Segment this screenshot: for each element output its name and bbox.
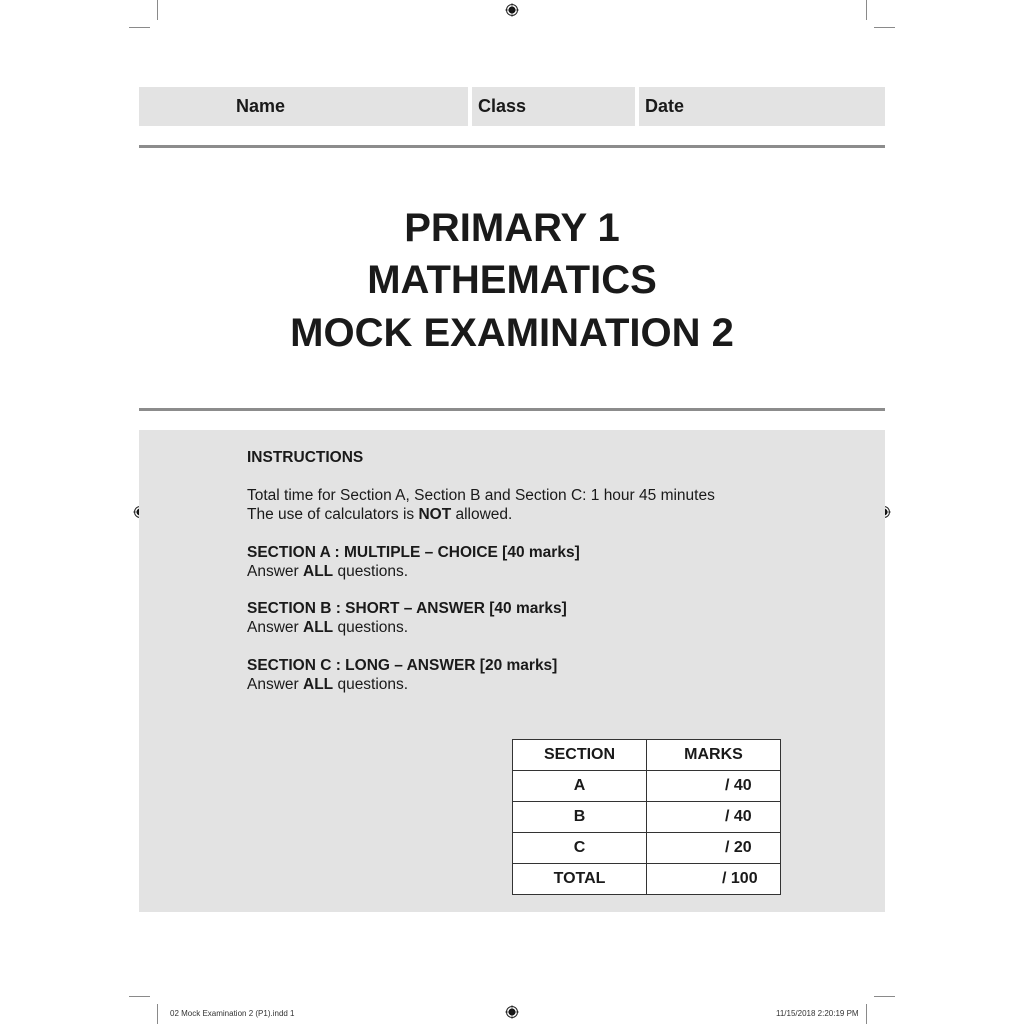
registration-mark-icon xyxy=(505,3,519,17)
divider xyxy=(139,145,885,148)
section-cell: TOTAL xyxy=(513,864,647,895)
marks-cell[interactable]: / 100 xyxy=(647,864,781,895)
table-row xyxy=(513,802,781,833)
answer-emphasis: ALL xyxy=(303,619,334,636)
section-cell: B xyxy=(513,802,647,833)
crop-mark xyxy=(874,27,895,28)
section-c-heading: SECTION C : LONG – ANSWER [20 marks] xyxy=(247,657,558,674)
answer-emphasis: ALL xyxy=(303,563,334,580)
column-header-marks: MARKS xyxy=(647,740,781,771)
registration-mark-icon xyxy=(505,1005,519,1019)
date-label: Date xyxy=(645,96,685,116)
marks-cell[interactable]: / 40 xyxy=(647,802,781,833)
section-a-heading: SECTION A : MULTIPLE – CHOICE [40 marks] xyxy=(247,544,580,561)
crop-mark xyxy=(866,1004,867,1024)
table-row xyxy=(513,864,781,895)
answer-prefix: Answer xyxy=(247,563,303,580)
date-field[interactable] xyxy=(639,87,885,126)
crop-mark xyxy=(874,996,895,997)
table-header-row xyxy=(513,740,781,771)
calculator-rule-text xyxy=(247,505,512,524)
section-a-instruction xyxy=(247,562,408,581)
calculator-rule-emphasis: NOT xyxy=(418,506,452,523)
calculator-rule-suffix: allowed. xyxy=(451,506,513,523)
answer-prefix: Answer xyxy=(247,619,303,636)
marks-cell[interactable]: / 40 xyxy=(647,771,781,802)
crop-mark xyxy=(866,0,867,20)
time-allowed-text: Total time for Section A, Section B and Section C: 1 hour 45 minutes xyxy=(247,487,715,504)
crop-mark xyxy=(129,27,150,28)
class-label: Class xyxy=(478,96,527,116)
name-label: Name xyxy=(236,96,286,116)
divider xyxy=(139,408,885,411)
section-b-instruction xyxy=(247,618,408,637)
slug-filename: 02 Mock Examination 2 (P1).indd 1 xyxy=(170,1009,295,1018)
section-c-instruction xyxy=(247,675,408,694)
table-row xyxy=(513,833,781,864)
name-field[interactable] xyxy=(139,87,468,126)
instructions-heading: INSTRUCTIONS xyxy=(247,449,364,466)
answer-prefix: Answer xyxy=(247,676,303,693)
title-line-3: MOCK EXAMINATION 2 xyxy=(290,311,734,355)
class-field[interactable] xyxy=(472,87,635,126)
answer-suffix: questions. xyxy=(333,676,409,693)
section-b-heading: SECTION B : SHORT – ANSWER [40 marks] xyxy=(247,600,567,617)
table-row xyxy=(513,771,781,802)
crop-mark xyxy=(157,0,158,20)
answer-suffix: questions. xyxy=(333,563,409,580)
slug-timestamp: 11/15/2018 2:20:19 PM xyxy=(776,1009,859,1018)
marks-cell[interactable]: / 20 xyxy=(647,833,781,864)
crop-mark xyxy=(157,1004,158,1024)
answer-emphasis: ALL xyxy=(303,676,334,693)
section-cell: A xyxy=(513,771,647,802)
answer-suffix: questions. xyxy=(333,619,409,636)
marks-table xyxy=(512,739,781,895)
section-cell: C xyxy=(513,833,647,864)
title-line-2: MATHEMATICS xyxy=(367,258,657,302)
calculator-rule-prefix: The use of calculators is xyxy=(247,506,419,523)
column-header-section: SECTION xyxy=(513,740,647,771)
title-line-1: PRIMARY 1 xyxy=(404,206,620,250)
crop-mark xyxy=(129,996,150,997)
